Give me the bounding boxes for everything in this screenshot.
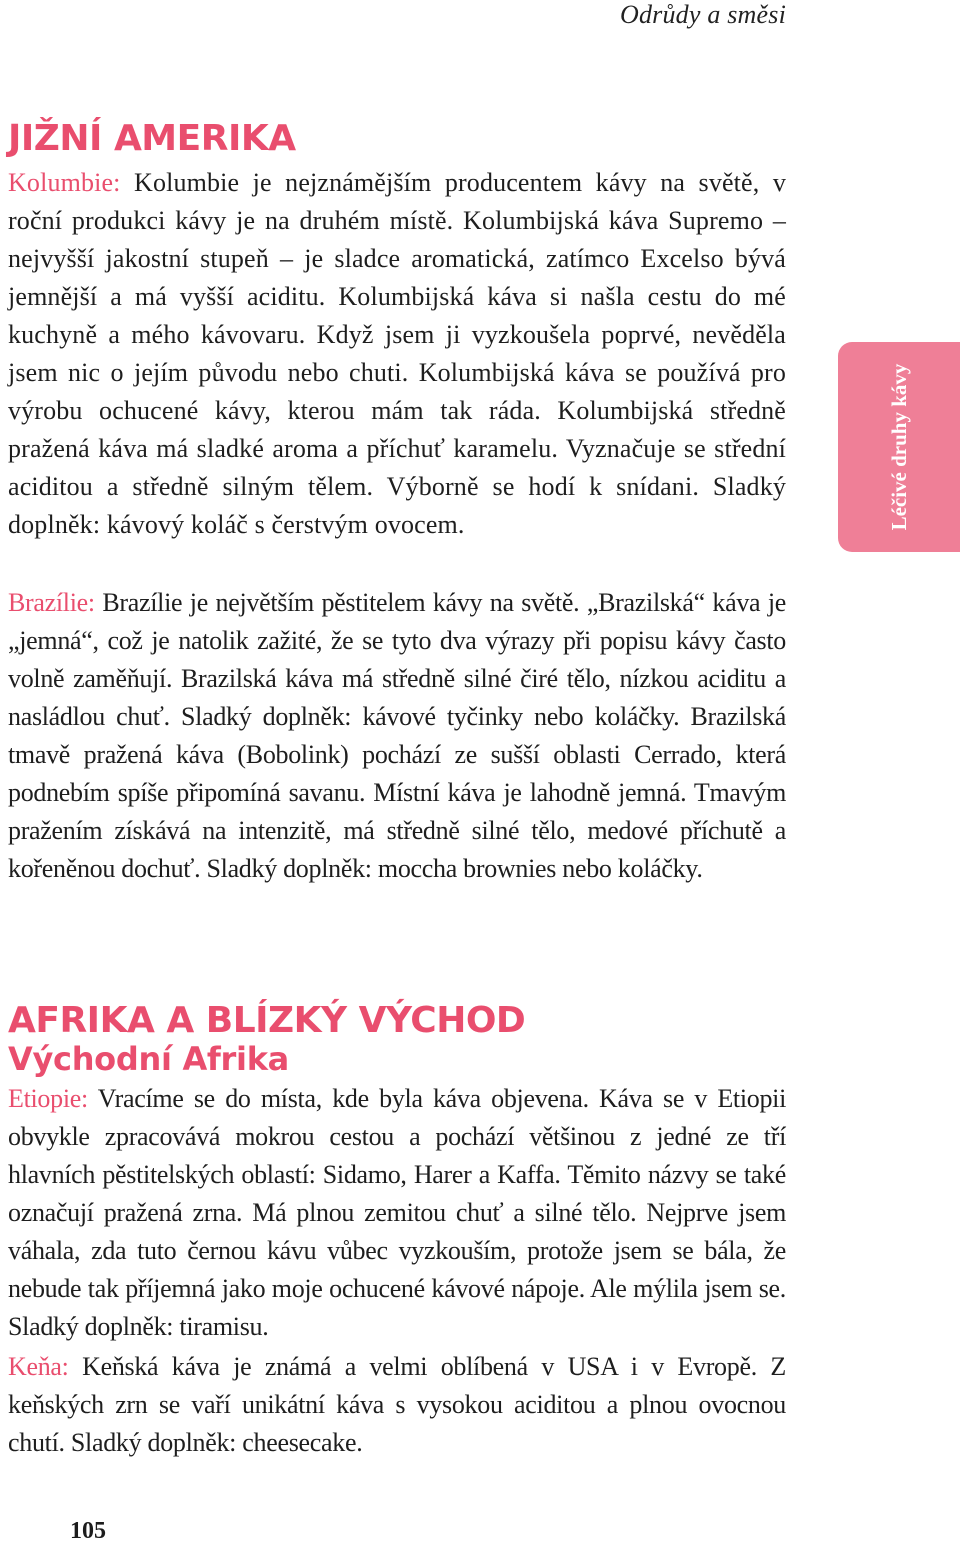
paragraph-colombia (8, 164, 786, 544)
paragraph-colombia-text: Kolumbie je nejznámějším producentem kávy na světě, v roční produkci kávy je na druhém místě. Kolumbijská káva Supremo – nejvyšší jakostní stupeň – je sladce aromatická, zatímco Excelso bývá jemnější a má vyšší aciditu. Kolumbijská káva si našla cestu do mé kuchyně a mého kávovaru. Když jsem ji vyzkoušela poprvé, nevěděla jsem nic o jejím původu nebo chuti. Kolumbijská káva se používá pro výrobu ochucené kávy, kterou mám tak ráda. Kolumbijská středně pražená káva má sladké aroma a příchuť karamelu. Vyznačuje se střední aciditou a středně silným tělem. Výborně se hodí k snídani. Sladký doplněk: kávový koláč s čerstvým ovocem. (8, 168, 786, 539)
term-ethiopia: Etiopie: (8, 1084, 88, 1113)
section-title-south-america: JIŽNÍ AMERIKA (8, 118, 296, 159)
paragraph-kenya (8, 1348, 786, 1462)
page-number: 105 (70, 1518, 106, 1544)
paragraph-ethiopia-text: Vracíme se do místa, kde byla káva objevena. Káva se v Etiopii obvykle zpracovává mokrou cestou a pochází většinou z jedné ze tří hlavních pěstitelských oblastí: Sidamo, Harer a Kaffa. Těmito názvy se také označují pražená zrna. Má plnou zemitou chuť a silné tělo. Nejprve jsem váhala, zda tuto černou kávu vůbec vyzkouším, protože jsem se bála, že nebude tak příjemná jako moje ochucené kávové nápoje. Ale mýlila jsem se. Sladký doplněk: tiramisu. (8, 1084, 786, 1341)
subsection-title-east-africa: Východní Afrika (8, 1040, 289, 1078)
term-colombia: Kolumbie: (8, 168, 121, 197)
running-head: Odrůdy a směsi (619, 0, 786, 29)
paragraph-ethiopia (8, 1080, 786, 1346)
term-kenya: Keňa: (8, 1352, 69, 1381)
section-title-africa: AFRIKA A BLÍZKÝ VÝCHOD (8, 1000, 526, 1041)
paragraph-kenya-text: Keňská káva je známá a velmi oblíbená v USA i v Evropě. Z keňských zrn se vaří unikátní káva s vysokou aciditou a plnou ovocnou chutí. Sladký doplněk: cheesecake. (8, 1352, 786, 1457)
chapter-side-tab (838, 342, 960, 552)
paragraph-brazil (8, 584, 786, 888)
chapter-side-tab-label: Léčivé druhy kávy (887, 363, 911, 531)
paragraph-brazil-text: Brazílie je největším pěstitelem kávy na světě. „Brazilská“ káva je „jemná“, což je natolik zažité, že se tyto dva výrazy při popisu kávy často volně zaměňují. Brazilská káva má středně silné čiré tělo, nízkou aciditu a nasládlou chuť. Sladký doplněk: kávové tyčinky nebo koláčky. Brazilská tmavě pražená káva (Bobolink) pochází ze sušší oblasti Cerrado, která podnebím spíše připomíná savanu. Místní káva je lahodně jemná. Tmavým pražením získává na intenzitě, má středně silné tělo, medové příchutě a kořeněnou dochuť. Sladký doplněk: moccha brownies nebo koláčky. (8, 588, 786, 883)
term-brazil: Brazílie: (8, 588, 95, 617)
